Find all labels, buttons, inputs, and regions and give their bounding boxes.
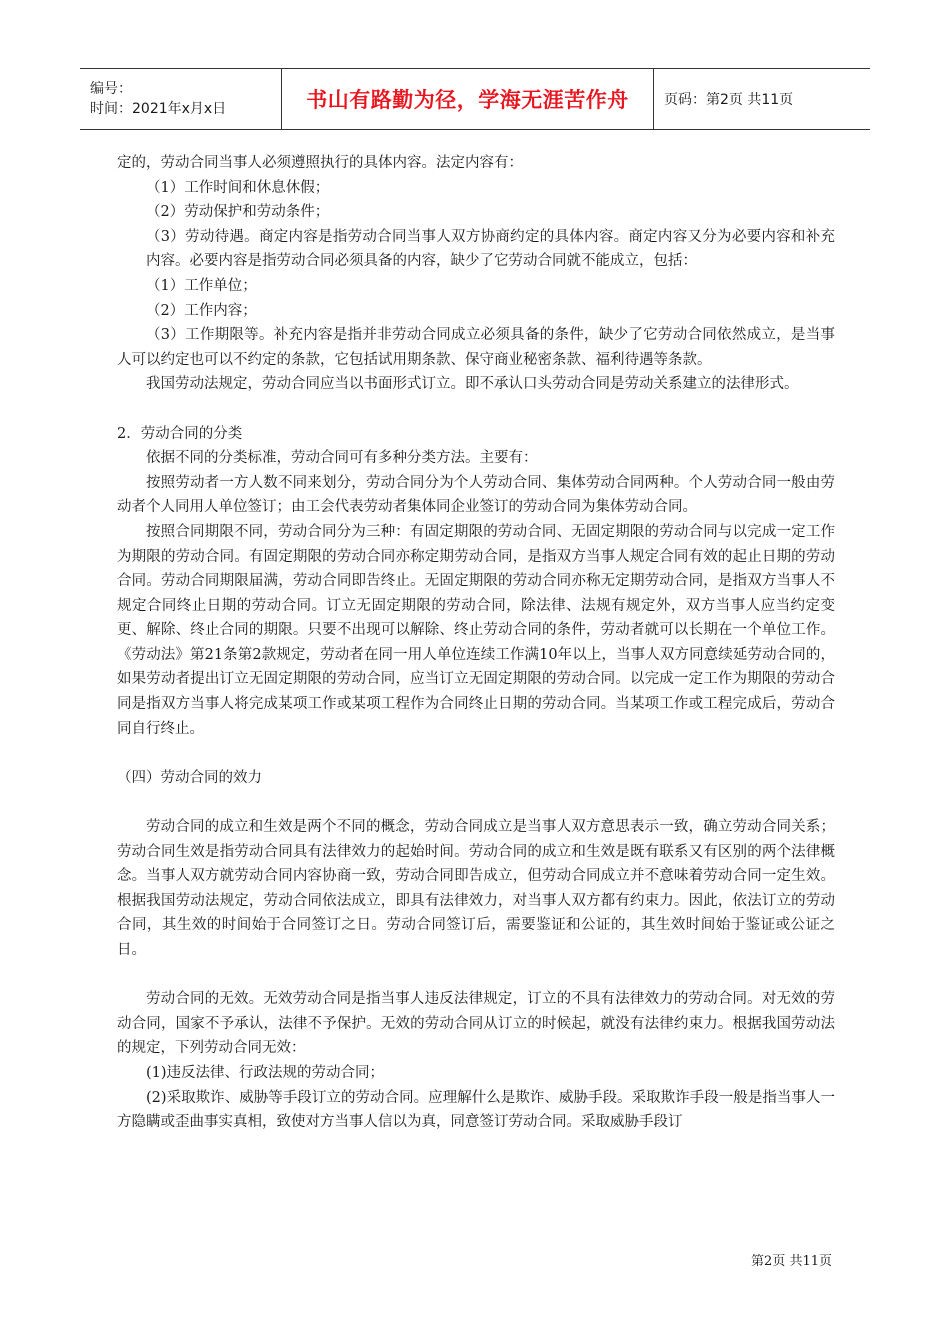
motto: 书山有路勤为径，学海无涯苦作舟 xyxy=(306,88,629,112)
header-page-cell xyxy=(654,69,870,129)
spacer xyxy=(117,963,835,988)
header-page-label: 页码：第2页 共11页 xyxy=(664,92,794,108)
page-header xyxy=(80,68,870,130)
paragraph: 劳动合同的成立和生效是两个不同的概念，劳动合同成立是当事人双方意思表示一致，确立劳动合同关系；劳动合同生效是指劳动合同具有法律效力的起始时间。劳动合同的成立和生效是既有联系又有区别的两个法律概念。当事人双方就劳动合同内容协商一致，劳动合同即告成立，但劳动合同成立并不意味着劳动合同一定生效。根据我国劳动法规定，劳动合同依法成立，即具有法律效力，对当事人双方都有约束力。因此，依法订立的劳动合同，其生效的时间始于合同签订之日。劳动合同签订后，需要鉴证和公证的，其生效时间始于鉴证或公证之日。 xyxy=(117,819,835,958)
paragraph: 依据不同的分类标准，劳动合同可有多种分类方法。主要有： xyxy=(146,450,538,467)
list-item: （1）工作单位； xyxy=(146,277,257,294)
section-heading: （四）劳动合同的效力 xyxy=(117,769,262,786)
header-motto-cell xyxy=(282,69,654,129)
paragraph: （3）工作期限等。补充内容是指并非劳动合同成立必须具备的条件，缺少了它劳动合同依然成立，是当事人可以约定也可以不约定的条款，它包括试用期条款、保守商业秘密条款、福利待遇等条款。 xyxy=(117,327,835,368)
paragraph: 按照劳动者一方人数不同来划分，劳动合同分为个人劳动合同、集体劳动合同两种。个人劳动合同一般由劳动者个人同用人单位签订；由工会代表劳动者集体同企业签订的劳动合同为集体劳动合同。 xyxy=(117,474,835,516)
section-heading: 2．劳动合同的分类 xyxy=(117,425,243,442)
spacer xyxy=(117,397,835,422)
list-item: (1)违反法律、行政法规的劳动合同； xyxy=(146,1064,385,1081)
list-item: （2）劳动保护和劳动条件； xyxy=(146,204,330,221)
document-body xyxy=(117,151,835,1135)
paragraph: 我国劳动法规定，劳动合同应当以书面形式订立。即不承认口头劳动合同是劳动关系建立的法律形式。 xyxy=(146,376,799,393)
list-item: （3）劳动待遇。商定内容是指劳动合同当事人双方协商约定的具体内容。商定内容又分为必要内容和补充内容。必要内容是指劳动合同必须具备的内容，缺少了它劳动合同就不能成立，包括： xyxy=(146,228,835,270)
page-footer: 第2页 共11页 xyxy=(751,1254,832,1269)
time-label: 时间：2021年x月x日 xyxy=(90,101,227,117)
paragraph: 劳动合同的无效。无效劳动合同是指当事人违反法律规定，订立的不具有法律效力的劳动合同。对无效的劳动合同，国家不予承认，法律不予保护。无效的劳动合同从订立的时候起，就没有法律约束力。根据我国劳动法的规定，下列劳动合同无效： xyxy=(117,991,835,1057)
paragraph: 定的，劳动合同当事人必须遵照执行的具体内容。法定内容有： xyxy=(117,155,523,171)
list-item: （2）工作内容； xyxy=(146,302,257,319)
header-meta xyxy=(80,69,282,129)
spacer xyxy=(117,741,835,766)
list-item: （1）工作时间和休息休假； xyxy=(146,179,330,196)
list-item: (2)采取欺诈、威胁等手段订立的劳动合同。应理解什么是欺诈、威胁手段。采取欺诈手段一般是指当事人一方隐瞒或歪曲事实真相，致使对方当事人信以为真，同意签订劳动合同。采取威胁手段订 xyxy=(117,1089,835,1131)
paragraph: 按照合同期限不同，劳动合同分为三种：有固定期限的劳动合同、无固定期限的劳动合同与以完成一定工作为期限的劳动合同。有固定期限的劳动合同亦称定期劳动合同，是指双方当事人规定合同有效的起止日期的劳动合同。劳动合同期限届满，劳动合同即告终止。无固定期限的劳动合同亦称无定期劳动合同，是指双方当事人不规定合同终止日期的劳动合同。订立无固定期限的劳动合同，除法律、法规有规定外，双方当事人应当约定变更、解除、终止合同的期限。只要不出现可以解除、终止劳动合同的条件，劳动者就可以长期在一个单位工作。《劳动法》第21条第2款规定，劳动者在同一用人单位连续工作满10年以上，当事人双方同意续延劳动合同的，如果劳动者提出订立无固定期限的劳动合同，应当订立无固定期限的劳动合同。以完成一定工作为期限的劳动合同是指双方当事人将完成某项工作或某项工程作为合同终止日期的劳动合同。当某项工作或工程完成后，劳动合同自行终止。 xyxy=(117,523,835,737)
spacer xyxy=(117,790,835,815)
code-label: 编号： xyxy=(90,81,132,97)
